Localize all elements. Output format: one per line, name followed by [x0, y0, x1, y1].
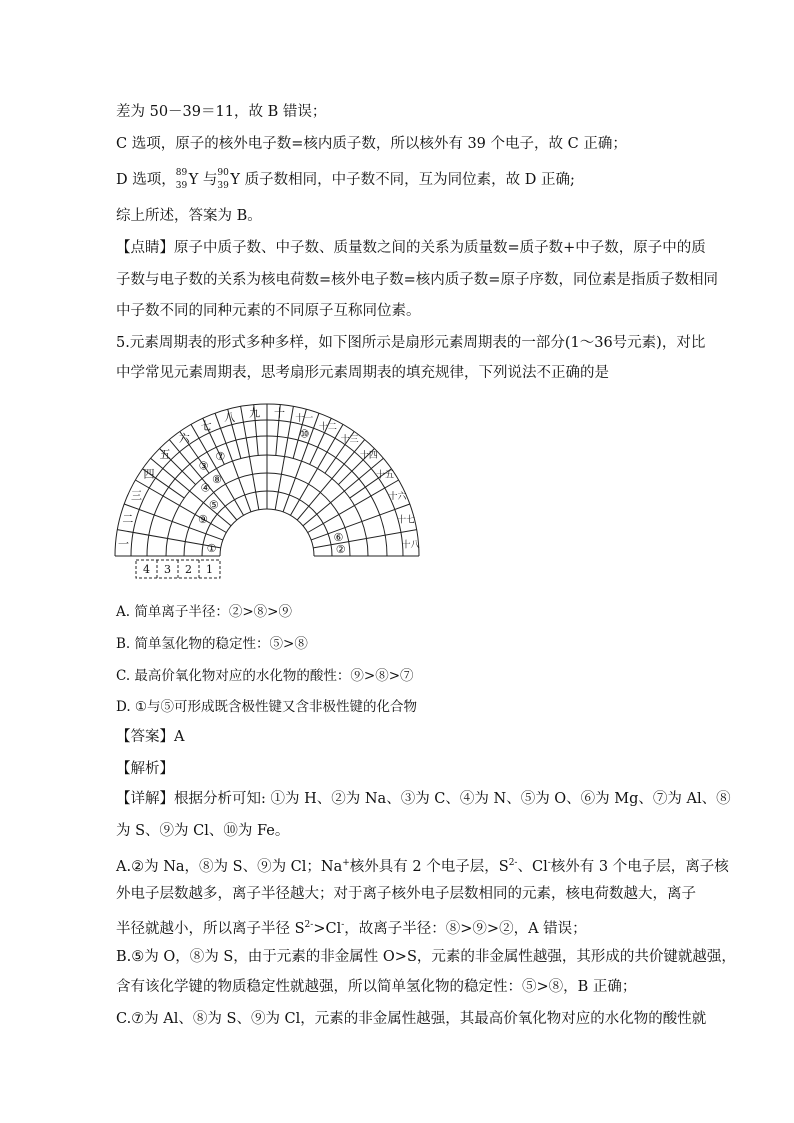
d3-sup2: 2-: [508, 858, 518, 868]
line-6: 子数与电子数的关系为核电荷数=核外电子数=核内质子数=原子序数，同位素是指质子数相同: [116, 272, 718, 288]
d5-sup2: -: [341, 920, 345, 930]
fan-row-label: 十二: [318, 422, 337, 433]
detail-line-8: C.⑦为 Al、⑧为 S、⑨为 Cl，元素的非金属性越强，其最高价氧化物对应的水化物的酸性就: [116, 1011, 707, 1027]
fan-element-mark: ⑩: [299, 427, 310, 441]
d5-sup1: 2-: [304, 920, 314, 930]
fan-row-label: 十七: [397, 515, 416, 526]
line-4: 综上所述，答案为 B。: [116, 208, 262, 224]
analysis-heading: 【解析】: [116, 761, 174, 777]
fan-row-label: 一: [118, 537, 130, 551]
fan-bottom-numbers: [136, 560, 220, 578]
fan-grid: [115, 404, 419, 556]
iso2-number: 39: [217, 181, 229, 191]
fan-row-label: 二: [122, 512, 134, 526]
fan-row-label: 十五: [375, 470, 394, 481]
fan-row-label: 十八: [401, 540, 420, 551]
d5-c: ，故离子半径：⑧>⑨>②，A 错误；: [344, 920, 587, 937]
question-5-line-1: 5.元素周期表的形式多种多样，如下图所示是扇形元素周期表的一部分(1～36号元素)，对比: [116, 335, 706, 351]
question-5-line-2: 中学常见元素周期表，思考扇形元素周期表的填充规律，下列说法不正确的是: [116, 365, 609, 381]
fan-element-mark: ②: [335, 542, 346, 556]
fan-row-label: 九: [248, 406, 260, 420]
option-b: B. 简单氢化物的稳定性：⑤>⑧: [116, 636, 308, 652]
option-a: A. 简单离子半径：②>⑧>⑨: [116, 604, 292, 620]
fan-row-label: 五: [159, 448, 171, 462]
fan-row-label: 八: [224, 410, 236, 424]
fan-row-label: 十六: [388, 492, 407, 503]
detail-line-5: [116, 915, 587, 939]
fan-element-mark: ⑧: [211, 472, 222, 486]
fan-row-label: 十四: [359, 451, 378, 462]
detail-line-6: B.⑤为 O，⑧为 S，由于元素的非金属性 O>S，元素的非金属性越强，其形成的共价键就越强，: [116, 949, 736, 965]
fan-periodic-table-figure: [112, 396, 422, 588]
d3-sup1: +: [342, 858, 350, 868]
d3-c: 、Cl: [517, 858, 548, 875]
answer-line: 【答案】A: [116, 729, 185, 745]
isotope-89-39: [176, 170, 189, 190]
detail-line-3: [116, 853, 729, 877]
line-5: 【点睛】原子中质子数、中子数、质量数之间的关系为质量数=质子数+中子数，原子中的质: [116, 240, 706, 256]
d3-b: 核外具有 2 个电子层，S: [349, 858, 509, 875]
detail-line-2: 为 S、⑨为 Cl、⑩为 Fe。: [116, 823, 290, 839]
fan-row-label: 十一: [295, 413, 314, 424]
fan-bottom-number: 3: [164, 563, 171, 576]
fan-element-mark: ⑥: [333, 530, 344, 544]
line-3-start: D 选项，: [116, 172, 176, 188]
fan-sector-line: [151, 458, 231, 525]
d5-a: 半径就越小，所以离子半径 S: [116, 920, 305, 937]
fan-bottom-number: 2: [185, 563, 192, 576]
fan-row-label: 七: [200, 419, 212, 433]
detail-line-1: 【详解】根据分析可知: ①为 H、②为 Na、③为 C、④为 N、⑤为 O、⑥为 Mg、⑦为 Al、⑧: [116, 791, 731, 807]
fan-sector-line: [297, 440, 364, 520]
d3-d: 核外有 3 个电子层，离子核: [550, 858, 729, 875]
fan-element-mark: ④: [200, 481, 211, 495]
line-3-end: Y 质子数相同，中子数不同，互为同位素，故 D 正确;: [230, 172, 575, 188]
fan-element-mark: ③: [198, 459, 209, 473]
fan-bottom-number: 4: [143, 563, 150, 576]
d3-sup3: -: [547, 858, 551, 868]
fan-element-marks: [198, 428, 346, 556]
iso2-mass: 90: [217, 168, 229, 178]
fan-element-mark: ⑦: [215, 449, 226, 463]
option-c: C. 最高价氧化物对应的水化物的酸性：⑨>⑧>⑦: [116, 668, 414, 684]
fan-element-mark: ①: [206, 542, 217, 556]
isotope-90-39: [217, 170, 230, 190]
fan-row-label: 六: [178, 432, 190, 446]
line-2: C 选项，原子的核外电子数=核内质子数，所以核外有 39 个电子，故 C 正确；: [116, 136, 627, 152]
iso1-mass: 89: [175, 168, 188, 178]
fan-sector-line: [303, 458, 383, 525]
iso1-element: Y 与: [188, 172, 218, 188]
iso1-number: 39: [175, 181, 188, 191]
fan-row-label: 四: [143, 467, 155, 481]
fan-row-label: 三: [130, 489, 142, 503]
fan-bottom-number: 1: [206, 563, 213, 576]
fan-sector-line: [169, 440, 236, 520]
d3-a: A.②为 Na，⑧为 S、⑨为 Cl；Na: [116, 858, 343, 875]
detail-line-7: 含有该化学键的物质稳定性就越强，所以简单氢化物的稳定性：⑤>⑧，B 正确；: [116, 979, 637, 995]
fan-element-mark: ⑤: [208, 498, 219, 512]
fan-row-labels: [118, 406, 419, 551]
fan-row-label: 十: [274, 406, 286, 420]
d5-b: >Cl: [313, 920, 342, 937]
line-3: [116, 170, 575, 190]
line-7: 中子数不同的同种元素的不同原子互称同位素。: [116, 303, 421, 319]
line-1: 差为 50－39＝11，故 B 错误；: [116, 104, 327, 120]
fan-row-label: 十三: [340, 435, 359, 446]
detail-line-4: 外电子层数越多，离子半径越大；对于离子核外电子层数相同的元素，核电荷数越大，离子: [116, 886, 696, 902]
option-d: D. ①与⑤可形成既含极性键又含非极性键的化合物: [116, 699, 418, 715]
fan-element-mark: ⑨: [197, 513, 208, 526]
